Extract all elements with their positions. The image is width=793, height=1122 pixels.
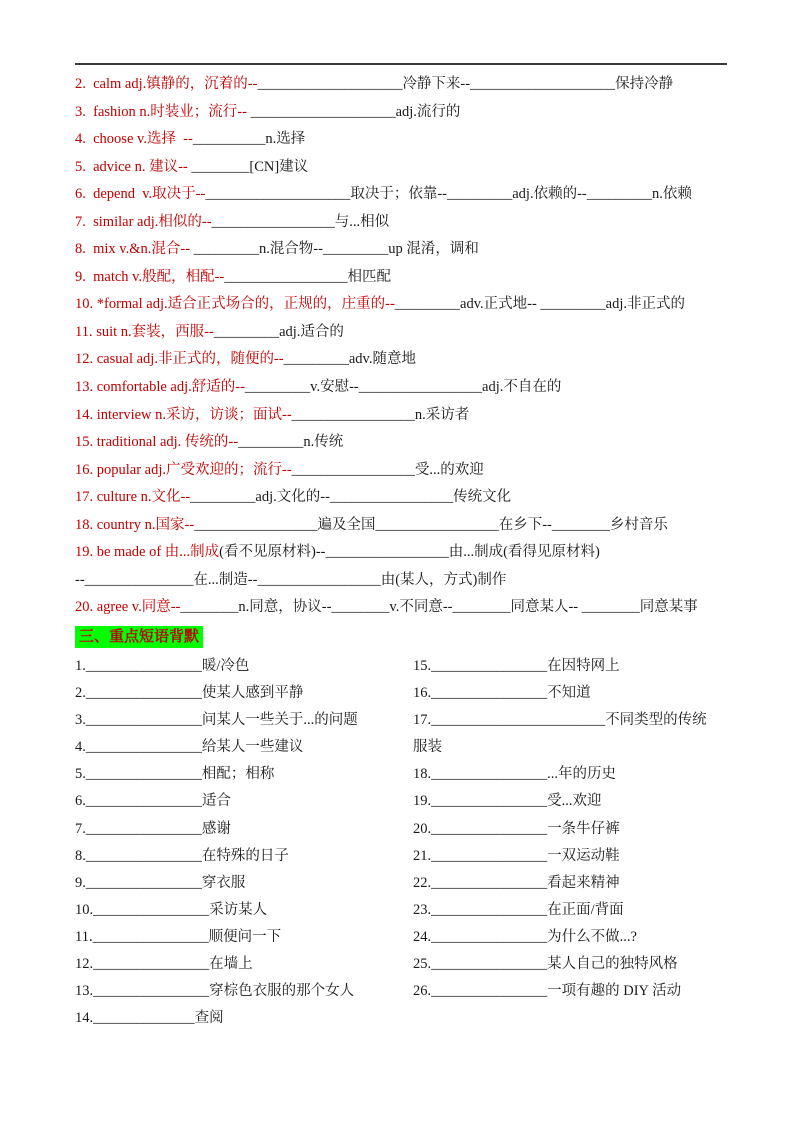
vocab-term: 2. calm adj.镇静的，沉着的--: [75, 76, 258, 92]
vocab-item: [75, 291, 727, 319]
phrase-text: 顺便问一下: [208, 928, 282, 945]
phrase-text: 采访某人: [209, 901, 268, 918]
phrase-text: 问某人一些关于...的问题: [201, 712, 358, 729]
phrase-blank: ________________: [431, 766, 548, 783]
phrase-blank: ________________________: [431, 712, 606, 729]
phrase-number: 1.: [75, 657, 86, 674]
phrase-blank: ________________: [85, 712, 202, 729]
top-rule: [75, 63, 727, 65]
phrase-text: 看起来精神: [547, 874, 620, 891]
phrase-number: 19.: [413, 793, 432, 810]
phrase-text: 在正面/背面: [547, 901, 624, 918]
phrase-column-left: [75, 653, 413, 1032]
phrase-item: [75, 761, 413, 788]
vocab-item: [75, 512, 727, 540]
phrase-text: 一条牛仔裤: [547, 820, 620, 837]
phrase-item: [75, 924, 413, 951]
phrase-text: 穿衣服: [201, 874, 246, 891]
vocab-item: [75, 567, 727, 595]
phrase-text: 感谢: [201, 820, 231, 837]
phrase-number: 20.: [413, 820, 432, 837]
phrase-number: 12.: [75, 955, 94, 972]
phrase-number: 22.: [413, 874, 432, 891]
phrase-text: 服装: [413, 739, 442, 756]
vocab-term: 9. match v.般配，相配--: [75, 268, 225, 285]
phrase-number: 16.: [413, 685, 432, 702]
phrase-item: [413, 843, 727, 870]
phrase-item: [75, 707, 413, 734]
phrase-text: 穿棕色衣服的那个女人: [209, 983, 355, 1000]
vocab-blanks-and-gloss: _________________受...的欢迎: [291, 461, 484, 478]
vocab-blanks-and-gloss: (看不见原材料)--_________________由...制成(看得见原材料): [219, 544, 600, 561]
phrase-blank: ________________: [85, 685, 202, 702]
phrase-item: [75, 1005, 413, 1032]
phrase-blank: ________________: [431, 983, 548, 1000]
phrase-text: 某人自己的独特风格: [547, 955, 678, 972]
phrase-number: 13.: [75, 983, 94, 1000]
phrase-blank: ________________: [431, 685, 548, 702]
phrase-item: [413, 761, 727, 788]
vocab-term: 3. fashion n.时装业；流行--: [75, 103, 251, 120]
vocab-blanks-and-gloss: --_______________在...制造--_________________由(某人，方式)制作: [75, 571, 507, 588]
section-header-phrases: 三、重点短语背默: [75, 626, 203, 648]
phrase-columns: [75, 653, 727, 1032]
vocab-term: 18. country n.国家--: [75, 516, 195, 533]
phrase-item: [75, 870, 413, 897]
phrase-number: 23.: [413, 901, 432, 918]
phrase-number: 6.: [75, 793, 86, 810]
phrase-text: ...年的历史: [547, 766, 616, 783]
phrase-item: [413, 680, 727, 707]
vocab-item: [75, 181, 727, 209]
vocab-blanks-and-gloss: _________adj.适合的: [213, 323, 344, 340]
phrase-blank: ________________: [85, 739, 202, 756]
phrase-item: [413, 978, 727, 1005]
phrase-item: [75, 788, 413, 815]
vocab-term: 15. traditional adj. 传统的--: [75, 434, 239, 451]
vocab-blanks-and-gloss: ____________________冷静下来--____________________保持冷静: [257, 76, 674, 92]
phrase-number: 8.: [75, 847, 86, 864]
vocab-item: [75, 154, 727, 182]
vocab-item: [75, 346, 727, 374]
phrase-text: 一双运动鞋: [547, 847, 620, 864]
phrase-blank: ________________: [85, 874, 202, 891]
phrase-item: [413, 707, 727, 734]
phrase-blank: ________________: [431, 955, 548, 972]
phrase-blank: ________________: [93, 955, 210, 972]
vocab-term: 13. comfortable adj.舒适的--: [75, 379, 245, 396]
vocab-blanks-and-gloss: _________adj.文化的--_________________传统文化: [190, 489, 512, 506]
phrase-blank: ________________: [85, 766, 202, 783]
phrase-item: [413, 924, 727, 951]
phrase-text: 一项有趣的 DIY 活动: [547, 983, 682, 1000]
vocab-blanks-and-gloss: _________adv.随意地: [283, 351, 416, 368]
phrase-blank: ________________: [93, 901, 210, 918]
phrase-blank: ________________: [85, 657, 202, 674]
vocab-term: 6. depend v.取决于--: [75, 186, 206, 203]
vocab-blanks-and-gloss: _________________相匹配: [224, 268, 392, 285]
phrase-number: 21.: [413, 847, 432, 864]
phrase-blank: ________________: [431, 847, 548, 864]
phrase-text: 查阅: [194, 1010, 224, 1027]
phrase-text: 受...欢迎: [547, 793, 602, 810]
vocab-term: 7. similar adj.相似的--: [75, 213, 212, 230]
vocab-blanks-and-gloss: _________n.混合物--_________up 混淆，调和: [193, 241, 479, 258]
phrase-item: [75, 734, 413, 761]
page-content: [75, 63, 727, 1032]
vocab-term: 5. advice n. 建议--: [75, 158, 192, 175]
vocab-blanks-and-gloss: _________________遍及全国_________________在乡下--________乡村音乐: [194, 516, 668, 533]
phrase-text: 给某人一些建议: [201, 739, 304, 756]
vocab-item: [75, 99, 727, 127]
phrase-text: 在墙上: [209, 955, 253, 972]
phrase-text: 为什么不做...?: [547, 928, 637, 945]
vocab-term: 11. suit n.套装，西服--: [75, 323, 214, 340]
vocab-blanks-and-gloss: ________[CN]建议: [191, 158, 309, 175]
vocab-item: [75, 457, 727, 485]
phrase-item: [75, 816, 413, 843]
phrase-item: [413, 870, 727, 897]
phrase-text: 不同类型的传统: [605, 712, 707, 729]
phrase-item: [413, 788, 727, 815]
vocab-term: 12. casual adj.非正式的，随便的--: [75, 351, 284, 368]
vocab-item: [75, 71, 727, 99]
phrase-blank: ________________: [85, 820, 202, 837]
phrase-number: 2.: [75, 685, 86, 702]
phrase-number: 24.: [413, 928, 432, 945]
phrase-text: 相配；相称: [201, 766, 275, 783]
phrase-text: 在特殊的日子: [201, 847, 289, 864]
vocab-term: 14. interview n.采访，访谈；面试--: [75, 406, 292, 423]
vocab-blanks-and-gloss: ____________________adj.流行的: [250, 103, 461, 120]
phrase-number: 10.: [75, 901, 94, 918]
vocab-item: [75, 539, 727, 567]
phrase-item: [75, 843, 413, 870]
vocab-blanks-and-gloss: __________n.选择: [192, 131, 306, 148]
vocab-term: 16. popular adj.广受欢迎的；流行--: [75, 461, 292, 478]
phrase-text: 暖/冷色: [201, 657, 250, 674]
phrase-item: [75, 978, 413, 1005]
phrase-blank: ______________: [93, 1010, 195, 1027]
phrase-number: 25.: [413, 955, 432, 972]
phrase-number: 5.: [75, 766, 86, 783]
vocab-list: [75, 71, 727, 622]
phrase-blank: ________________: [431, 901, 548, 918]
vocab-item: [75, 402, 727, 430]
phrase-text: 使某人感到平静: [201, 685, 304, 702]
phrase-number: 9.: [75, 874, 86, 891]
phrase-number: 4.: [75, 739, 86, 756]
phrase-item-continuation: [413, 734, 727, 761]
phrase-blank: ________________: [431, 657, 548, 674]
phrase-text: 不知道: [547, 685, 591, 702]
vocab-item: [75, 429, 727, 457]
vocab-term: 19. be made of 由...制成: [75, 544, 220, 561]
vocab-item: [75, 209, 727, 237]
phrase-number: 3.: [75, 712, 86, 729]
phrase-number: 7.: [75, 820, 86, 837]
phrase-item: [413, 816, 727, 843]
vocab-item: [75, 126, 727, 154]
vocab-blanks-and-gloss: _________adv.正式地-- _________adj.非正式的: [394, 296, 686, 313]
phrase-number: 26.: [413, 983, 432, 1000]
phrase-blank: ________________: [431, 874, 548, 891]
vocab-term: 4. choose v.选择 --: [75, 131, 193, 148]
vocab-blanks-and-gloss: _________v.安慰--_________________adj.不自在的: [244, 379, 562, 396]
vocab-blanks-and-gloss: _________________与...相似: [211, 213, 390, 230]
phrase-blank: ________________: [92, 928, 209, 945]
phrase-column-right: [413, 653, 727, 1005]
phrase-item: [75, 653, 413, 680]
vocab-term: 20. agree v.同意--: [75, 599, 181, 616]
phrase-item: [413, 951, 727, 978]
phrase-blank: ________________: [93, 983, 210, 1000]
phrase-number: 17.: [413, 712, 432, 729]
vocab-term: 8. mix v.&n.混合--: [75, 241, 194, 258]
phrase-blank: ________________: [431, 928, 548, 945]
phrase-blank: ________________: [85, 847, 202, 864]
vocab-item: [75, 319, 727, 347]
phrase-number: 14.: [75, 1010, 94, 1027]
phrase-item: [75, 951, 413, 978]
vocab-blanks-and-gloss: _________n.传统: [238, 434, 344, 451]
vocab-term: 17. culture n.文化--: [75, 489, 191, 506]
vocab-item: [75, 484, 727, 512]
phrase-blank: ________________: [431, 820, 548, 837]
vocab-blanks-and-gloss: ________n.同意，协议--________v.不同意--________同意某人-- ________同意某事: [180, 599, 698, 616]
vocab-blanks-and-gloss: _________________n.采访者: [291, 406, 470, 423]
phrase-number: 18.: [413, 766, 432, 783]
phrase-blank: ________________: [85, 793, 202, 810]
phrase-text: 在因特网上: [547, 657, 620, 674]
phrase-item: [413, 897, 727, 924]
vocab-term: 10. *formal adj.适合正式场合的，正规的，庄重的--: [75, 296, 395, 313]
phrase-number: 15.: [413, 657, 432, 674]
vocab-item: [75, 264, 727, 292]
phrase-blank: ________________: [431, 793, 548, 810]
phrase-item: [75, 680, 413, 707]
vocab-item: [75, 374, 727, 402]
phrase-item: [75, 897, 413, 924]
vocab-item: [75, 594, 727, 622]
phrase-item: [413, 653, 727, 680]
vocab-blanks-and-gloss: ____________________取决于；依靠--_________adj.依赖的--_________n.依赖: [205, 186, 692, 203]
phrase-text: 适合: [201, 793, 231, 810]
phrase-number: 11.: [75, 928, 93, 945]
vocab-item: [75, 236, 727, 264]
